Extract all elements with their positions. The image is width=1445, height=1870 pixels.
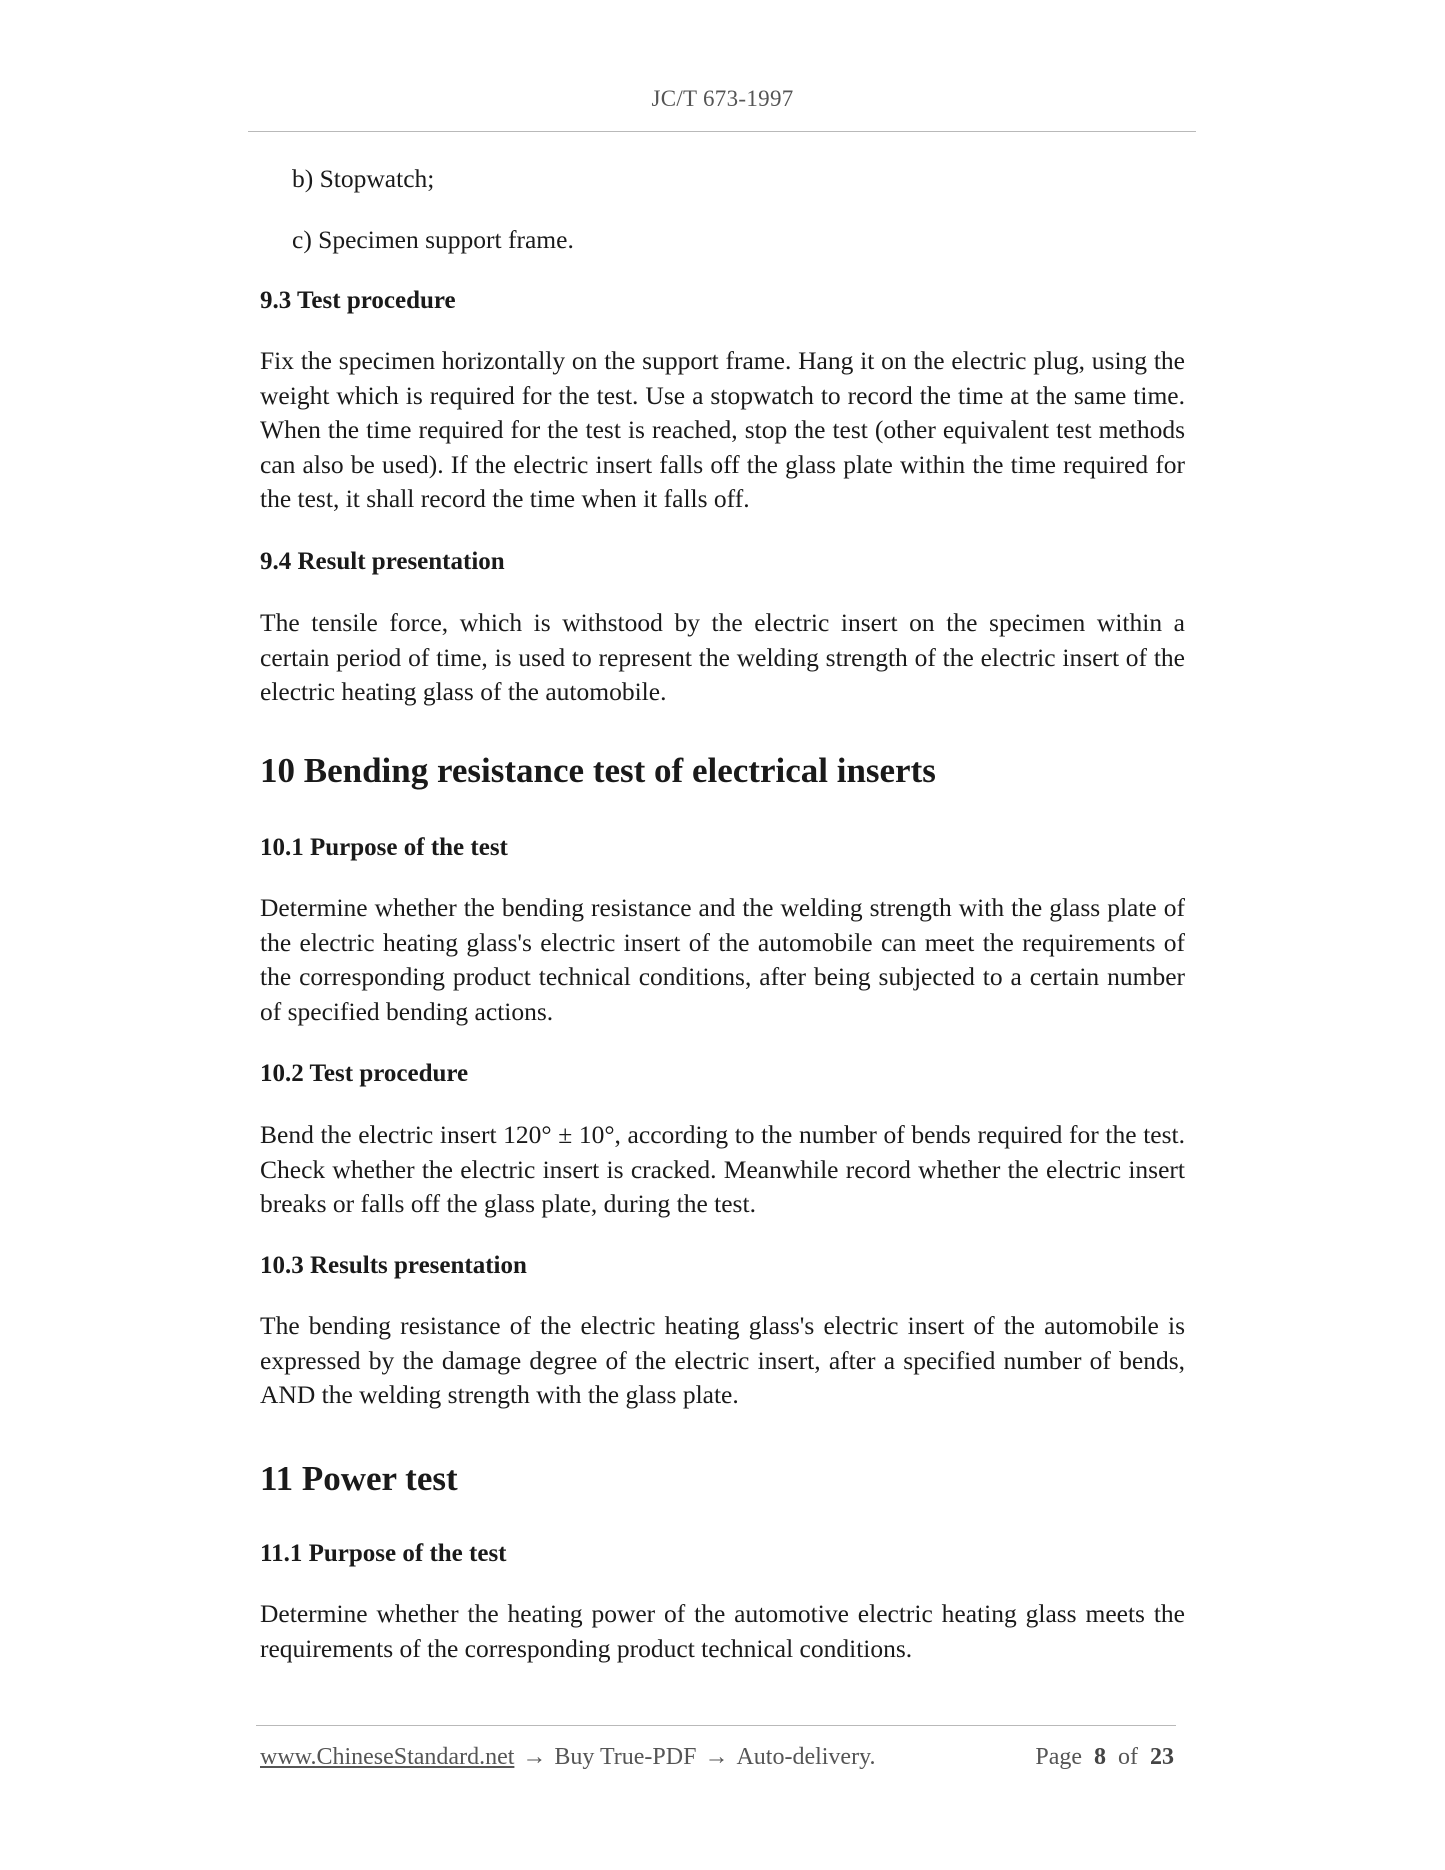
paragraph-9-4: The tensile force, which is withstood by the electric insert on the specimen within a certain period of time, is used to represent the welding strength of the electric insert of the electric heating glass of the automobile. <box>260 608 1185 707</box>
current-page: 8 <box>1094 1744 1106 1770</box>
of-label: of <box>1118 1744 1138 1770</box>
list-item-stopwatch: b) Stopwatch; <box>292 164 435 193</box>
paragraph-10-2: Bend the electric insert 120° ± 10°, according to the number of bends required for the test. Check whether the electric insert is cracked. Meanwhile record whether the electric insert breaks or falls off the glass plate, during the test. <box>260 1120 1185 1219</box>
total-pages: 23 <box>1150 1744 1174 1770</box>
subheading-10-3: 10.3 Results presentation <box>260 1252 527 1279</box>
page-label: Page <box>1035 1744 1082 1770</box>
delivery-text: Auto-delivery. <box>736 1744 876 1770</box>
arrow-right-icon: → <box>704 1744 729 1770</box>
footer-divider <box>256 1725 1176 1726</box>
subheading-9-4: 9.4 Result presentation <box>260 548 505 575</box>
list-item-support-frame: c) Specimen support frame. <box>292 225 574 254</box>
section-heading-10: 10 Bending resistance test of electrical inserts <box>260 751 936 790</box>
paragraph-9-3: Fix the specimen horizontally on the support frame. Hang it on the electric plug, using the weight which is required for the test. Use a stopwatch to record the time at the same time. When the time required for the test is reached, stop the test (other equivalent test methods can also be used). If the electric insert falls off the glass plate within the time required for the test, it shall record the time when it falls off. <box>260 346 1185 514</box>
website-link[interactable]: www.ChineseStandard.net <box>260 1744 515 1770</box>
footer-promo <box>260 1744 876 1771</box>
subheading-10-1: 10.1 Purpose of the test <box>260 834 508 861</box>
page-number <box>1035 1744 1174 1771</box>
page-content <box>260 0 1185 1700</box>
section-heading-11: 11 Power test <box>260 1459 458 1498</box>
paragraph-10-3: The bending resistance of the electric heating glass's electric insert of the automobile is expressed by the damage degree of the electric insert, after a specified number of bends, AND the welding strength with the glass plate. <box>260 1311 1185 1410</box>
arrow-right-icon: → <box>522 1744 547 1770</box>
subheading-10-2: 10.2 Test procedure <box>260 1060 469 1087</box>
paragraph-10-1: Determine whether the bending resistance and the welding strength with the glass plate of the electric heating glass's electric insert of the automobile can meet the requirements of the corresponding product technical conditions, after being subjected to a certain number of specified bending actions. <box>260 893 1185 1026</box>
subheading-11-1: 11.1 Purpose of the test <box>260 1540 507 1567</box>
paragraph-11-1: Determine whether the heating power of the automotive electric heating glass meets the requirements of the corresponding product technical conditions. <box>260 1599 1185 1663</box>
document-id-header: JC/T 673-1997 <box>651 86 794 111</box>
subheading-9-3: 9.3 Test procedure <box>260 287 456 314</box>
buy-pdf-text: Buy True-PDF <box>554 1744 697 1770</box>
